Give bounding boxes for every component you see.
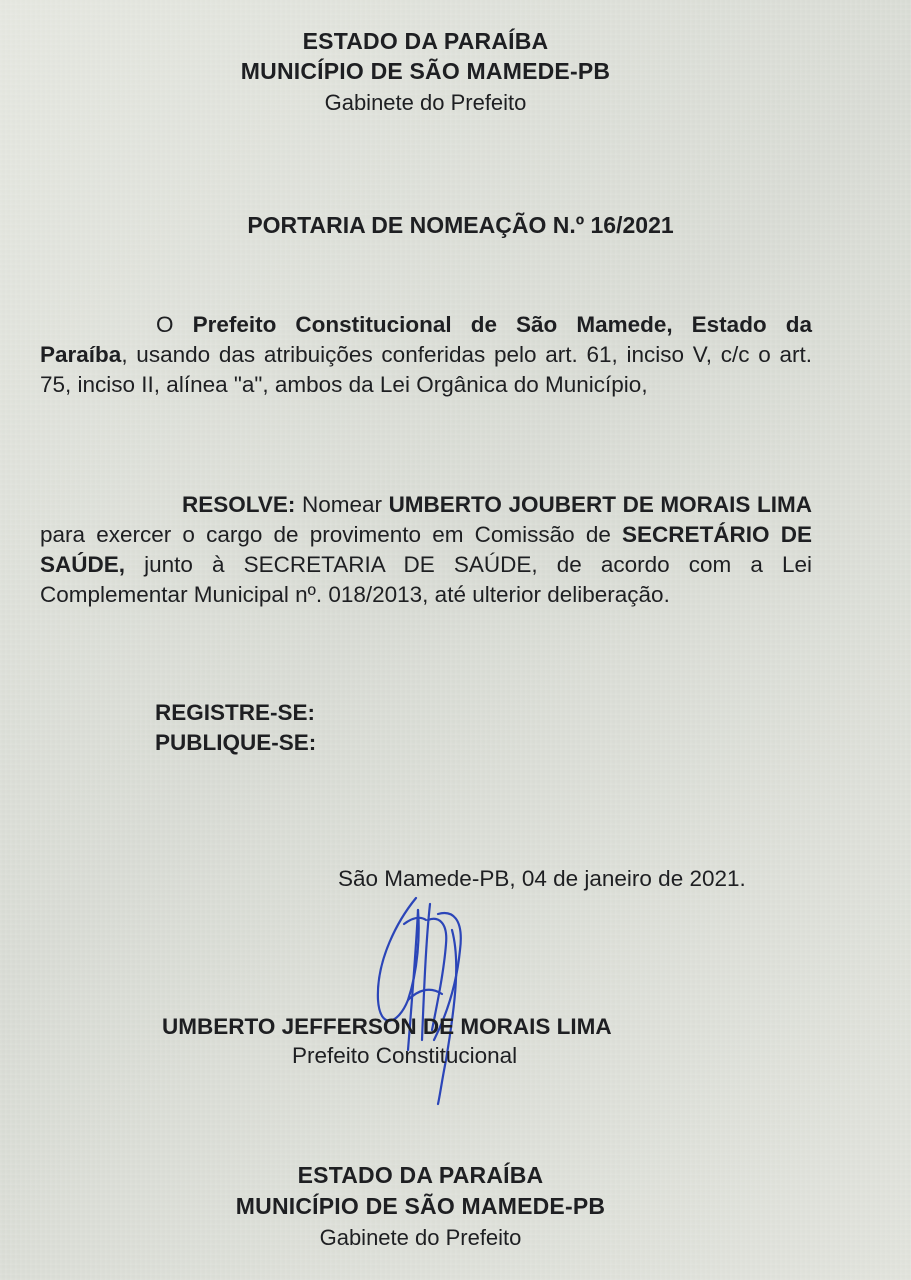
resolution-paragraph: [40, 490, 812, 610]
preamble-paragraph: [40, 310, 812, 400]
signatory-role: Prefeito Constitucional: [292, 1043, 518, 1068]
resolution-position: SECRETÁRIO DE SAÚDE,: [40, 522, 812, 577]
order-register: REGISTRE-SE:: [155, 700, 316, 725]
order-publish: PUBLIQUE-SE:: [155, 730, 317, 755]
header-state: ESTADO DA PARAÍBA: [302, 28, 549, 54]
resolution-text2: junto à SECRETARIA DE SAÚDE, de acordo com a Lei Complementar Municipal nº. 018/2013, até ulterior deliberação.: [40, 552, 812, 607]
footer-state: ESTADO DA PARAÍBA: [297, 1162, 544, 1188]
place-date: São Mamede-PB, 04 de janeiro de 2021.: [338, 866, 746, 891]
resolution-keyword: RESOLVE:: [182, 492, 296, 517]
header-office: Gabinete do Prefeito: [324, 90, 527, 115]
handwritten-signature: [368, 890, 488, 1110]
document-title: PORTARIA DE NOMEAÇÃO N.º 16/2021: [247, 212, 674, 238]
resolution-appointee: UMBERTO JOUBERT DE MORAIS LIMA: [388, 492, 812, 517]
preamble-authority: Prefeito Constitucional de São Mamede, Estado da Paraíba: [40, 312, 812, 367]
preamble-text: , usando das atribuições conferidas pelo art. 61, inciso V, c/c o art. 75, inciso II, alínea "a", ambos da Lei Orgânica do Município,: [40, 342, 812, 397]
footer-municipality: MUNICÍPIO DE SÃO MAMEDE-PB: [235, 1193, 606, 1219]
footer-office: Gabinete do Prefeito: [319, 1225, 522, 1250]
resolution-verb: Nomear: [295, 492, 389, 517]
resolution-text1: para exercer o cargo de provimento em Comissão de: [40, 522, 623, 547]
header-municipality: MUNICÍPIO DE SÃO MAMEDE-PB: [240, 58, 611, 84]
signatory-name: UMBERTO JEFFERSON DE MORAIS LIMA: [162, 1014, 612, 1039]
preamble-article: O: [156, 312, 174, 337]
